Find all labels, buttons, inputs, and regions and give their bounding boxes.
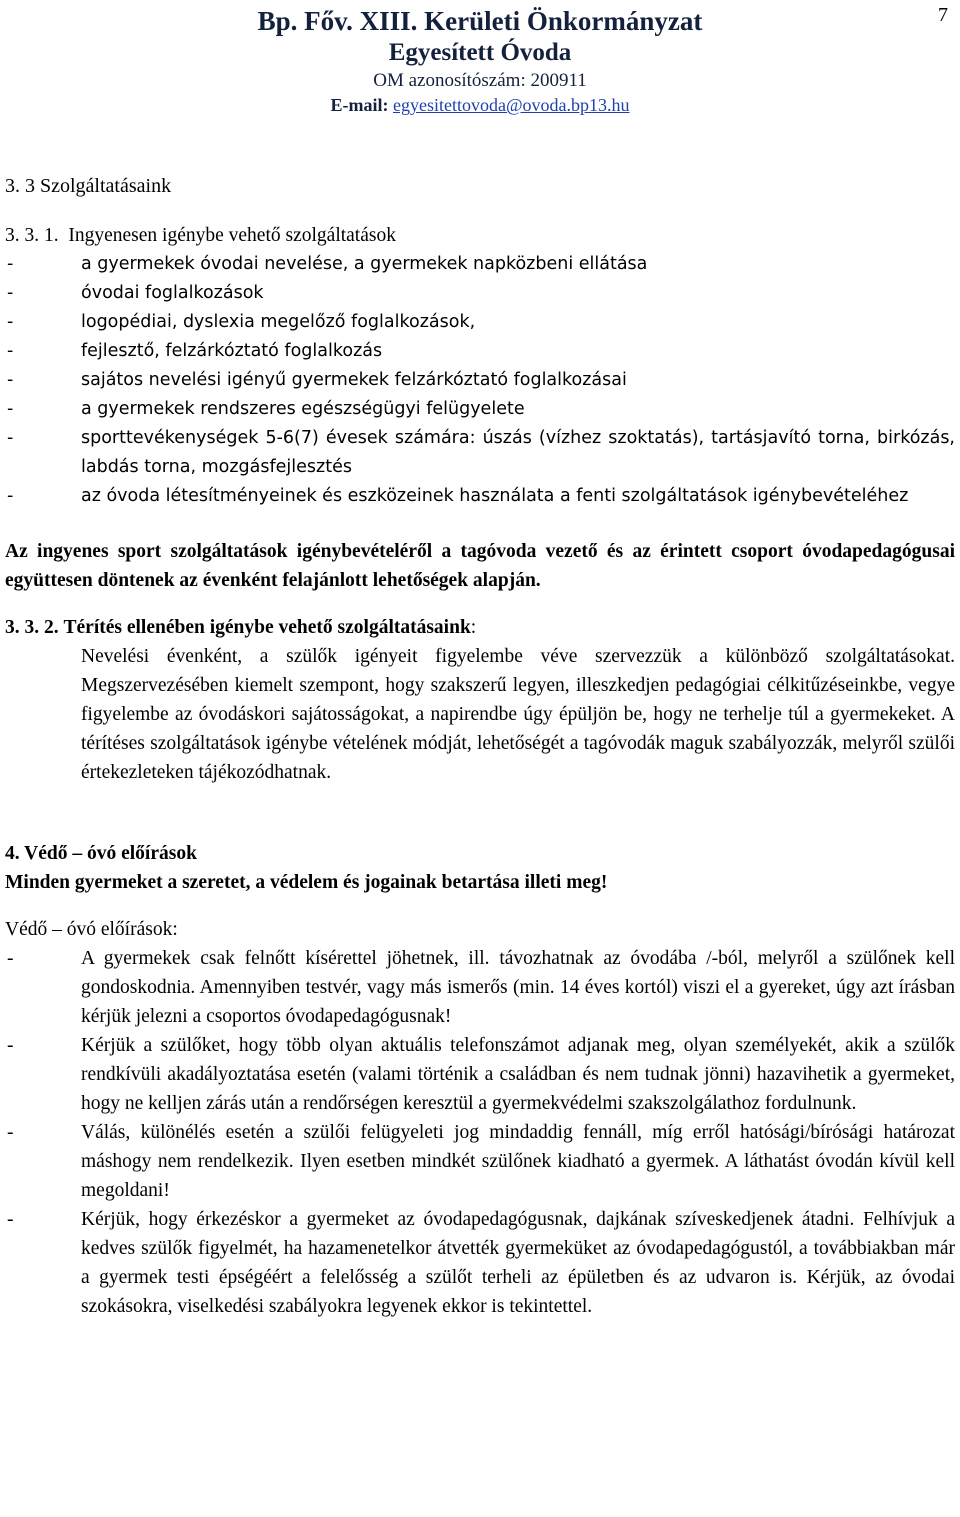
paid-services-body: Nevelési évenként, a szülők igényeit figyelembe véve szervezzük a különböző szolgáltatásokat. Megszervezésében kiemelt szempont, hogy szakszerű legyen, illeszkedjen pedagógiai célkitűzéseinkbe, vegye figyelembe az óvodáskori sajátosságokat, a napirendbe úgy épüljön be, hogy ne terhelje túl a gyermekeket. A térítéses szolgáltatások igénybe vételének módját, lehetőségét a tagóvodák maguk szabályozzák, melyről szülői értekezleteken tájékozódhatnak. [81, 646, 955, 783]
page-number: 7 [938, 4, 948, 26]
document-body [5, 172, 955, 1321]
list-item: - Kérjük a szülőket, hogy több olyan aktuális telefonszámot adjanak meg, olyan személyekét, akik a szülők rendkívüli akadályoztatása esetén (valami történik a családban és nem tudnak jönni) hazavihetik a gyermeket, hogy ne kelljen zárás után a rendőrségen keresztül a gyermekvédelmi szakszolgálathoz fordulnunk. [7, 1035, 955, 1114]
email-label: E-mail: [330, 95, 393, 115]
list-item: - Válás, különélés esetén a szülői felügyeleti jog mindaddig fennáll, míg erről hatósági/bírósági határozat máshogy nem rendelkezik. Ilyen esetben mindkét szülőnek kiadható a gyermek. A láthatást óvodán kívül kell megoldani! [7, 1122, 955, 1201]
section-colon: : [470, 617, 477, 638]
section-4-subtitle: Védő – óvó előírások: [5, 919, 178, 940]
list-item: - sajátos nevelési igényű gyermekek felzárkóztató foglalkozásai [7, 370, 627, 390]
list-item: - a gyermekek óvodai nevelése, a gyermekek napközbeni ellátása [7, 254, 648, 274]
list-item: - Kérjük, hogy érkezéskor a gyermeket az óvodapedagógusnak, dajkának szíveskedjenek átadni. Felhívjuk a kedves szülők figyelmét, ha hazamenetelkor átvették gyermeküket az óvodapedagógustól, a továbbiakban már a gyermek testi épségéért a felelősség a szülőt terheli az épületben és az udvaron is. Kérjük, az óvodai szokásokra, viselkedési szabályokra legyenek ekkor is tekintettel. [7, 1209, 955, 1317]
list-item: - fejlesztő, felzárkóztató foglalkozás [7, 341, 383, 361]
section-number: 3. 3. 1. [5, 225, 59, 246]
list-item: - a gyermekek rendszeres egészségügyi felügyelete [7, 399, 525, 419]
section-4-motto: Minden gyermeket a szeretet, a védelem és jogainak betartása illeti meg! [5, 872, 608, 893]
list-item: - az óvoda létesítményeinek és eszközeinek használata a fenti szolgáltatások igénybevételéhez [7, 486, 909, 506]
section-3-3-2-heading [5, 613, 955, 642]
list-item: - sporttevékenységek 5-6(7) évesek számára: úszás (vízhez szoktatás), tartásjavító torna, birkózás, labdás torna, mozgásfejlesztés [7, 428, 955, 477]
list-item: - A gyermekek csak felnőtt kísérettel jöhetnek, ill. távozhatnak az óvodába /-ból, melyről a szülőnek kell gondoskodnia. Amennyiben testvér, vagy más ismerős (min. 14 éves kortól) viszi el a gyereket, úgy azt írásban kérjük jelezni a csoportos óvodapedagógusnak! [7, 948, 955, 1027]
letterhead [0, 4, 960, 117]
list-item: - óvodai foglalkozások [7, 283, 264, 303]
free-services-list [5, 250, 955, 511]
section-3-3-1-heading [5, 221, 955, 250]
free-sport-note: Az ingyenes sport szolgáltatások igénybevételéről a tagóvoda vezető és az érintett csoport óvodapedagógusai együttesen döntenek az évenként felajánlott lehetőségek alapján. [5, 541, 955, 591]
section-title: Térítés ellenében igénybe vehető szolgáltatásaink [63, 617, 471, 638]
institution-name: Bp. Főv. XIII. Kerületi Önkormányzat [257, 6, 703, 36]
email-line [0, 93, 960, 117]
om-identifier: OM azonosítószám: 200911 [373, 70, 587, 91]
section-3-3-heading: 3. 3 Szolgáltatásaink [5, 175, 172, 197]
list-item: - logopédiai, dyslexia megelőző foglalkozások, [7, 312, 476, 332]
safety-rules-list [5, 944, 955, 1321]
section-title: Ingyenesen igénybe vehető szolgáltatások [68, 225, 396, 246]
institution-subname: Egyesített Óvoda [388, 39, 572, 66]
section-number: 3. 3. 2. [5, 617, 59, 638]
email-link[interactable]: egyesitettovoda@ovoda.bp13.hu [392, 95, 630, 115]
section-4-heading: 4. Védő – óvó előírások [5, 843, 197, 864]
